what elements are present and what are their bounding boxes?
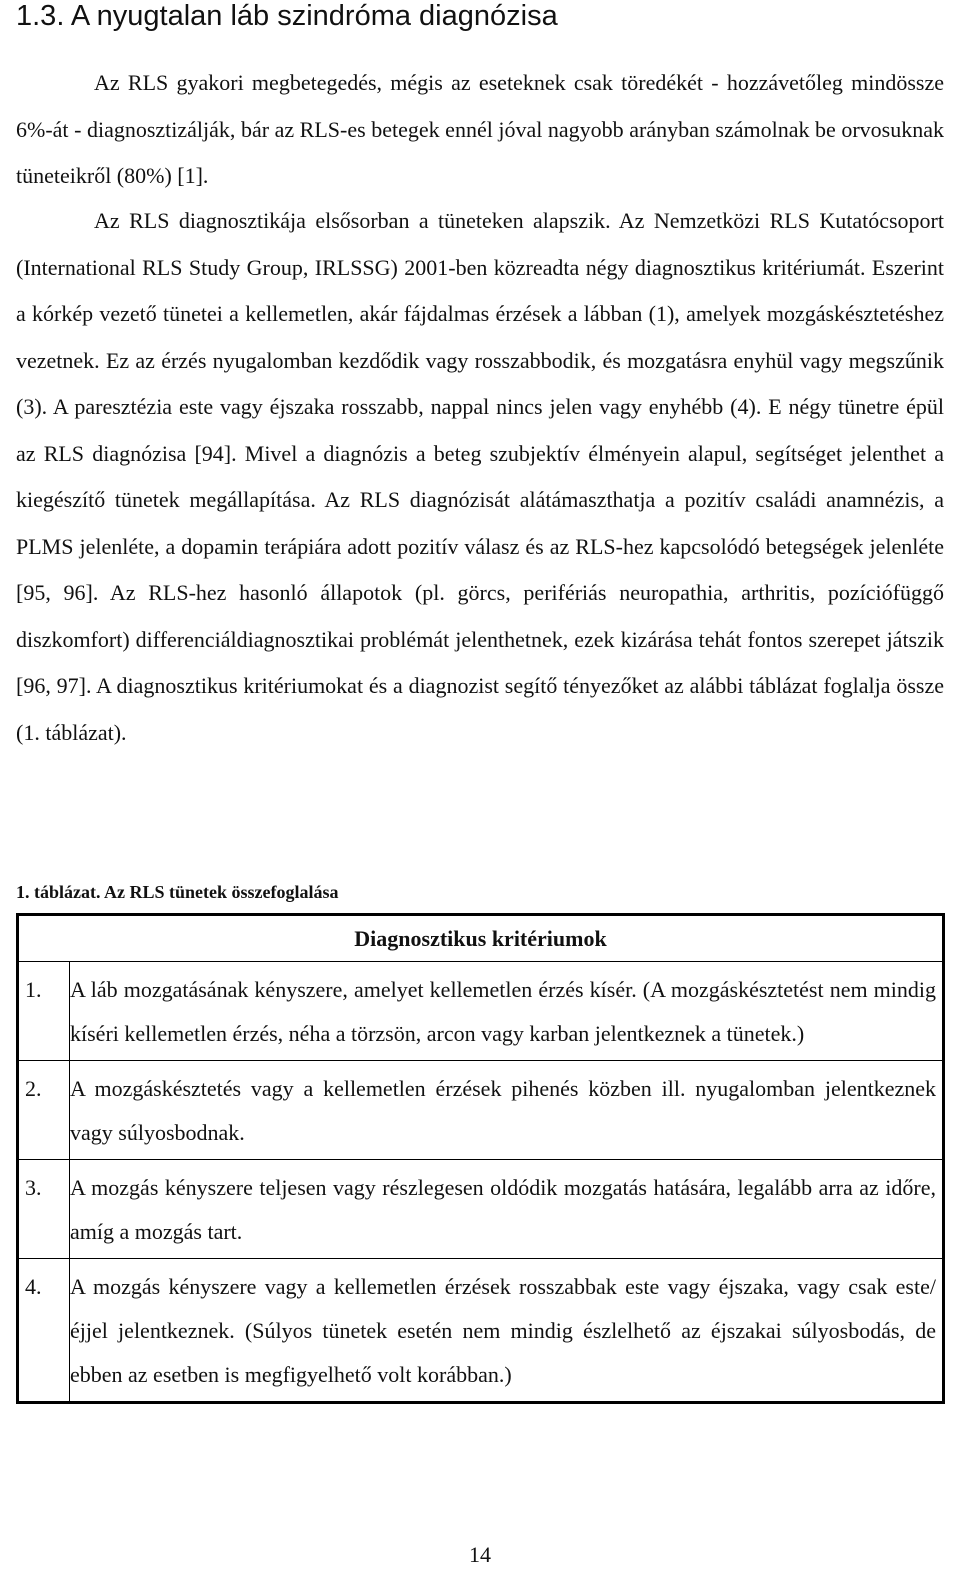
table-row <box>18 962 944 1061</box>
paragraph-diagnostics: Az RLS diagnosztikája elsősorban a tüneteken alapszik. Az Nemzetközi RLS Kutatócsoport (International RLS Study Group, IRLSSG) 2001-ben közreadta négy diagnosztikus kritériumát. Eszerint a kórkép vezető tünetei a kellemetlen, akár fájdalmas érzések a lábban (1), amelyek mozgáskésztetéshez vezetnek. Ez az érzés nyugalomban kezdődik vagy rosszabbodik, és mozgatásra enyhül vagy megszűnik (3). A paresztézia este vagy éjszaka rosszabb, nappal nincs jelen vagy enyhébb (4). E négy tünetre épül az RLS diagnózisa [94]. Mivel a diagnózis a beteg szubjektív élményein alapul, segítséget jelenthet a kiegészítő tünetek megállapítása. Az RLS diagnózisát alátámaszthatja a pozitív családi anamnézis, a PLMS jelenléte, a dopamin terápiára adott pozitív válasz és az RLS-hez kapcsolódó betegségek jelenléte [95, 96]. Az RLS-hez hasonló állapotok (pl. görcs, perifériás neuropathia, arthritis, pozíciófüggő diszkomfort) differenciáldiagnosztikai problémát jelenthetnek, ezek kizárása tehát fontos szerepet játszik [96, 97]. A diagnosztikus kritériumokat és a diagnozist segítő tényezőket az alábbi táblázat foglalja össze (1. táblázat). <box>16 208 944 745</box>
row-text: A mozgás kényszere vagy a kellemetlen érzések rosszabbak este vagy éjszaka, vagy csak este/éjjel jelentkeznek. (Súlyos tünetek esetén nem mindig észlelhető az éjszakai súlyosbodás, de ebben az esetben is megfigyelhető volt korábban.) <box>70 1259 944 1403</box>
table-caption: 1. táblázat. Az RLS tünetek összefoglalása <box>16 882 339 902</box>
row-number: 2. <box>18 1061 70 1160</box>
row-number: 3. <box>18 1160 70 1259</box>
table-header-row <box>18 915 944 962</box>
table-header: Diagnosztikus kritériumok <box>18 915 944 962</box>
table-row <box>18 1160 944 1259</box>
row-number: 1. <box>18 962 70 1061</box>
row-number: 4. <box>18 1259 70 1403</box>
table-row <box>18 1259 944 1403</box>
table-row <box>18 1061 944 1160</box>
row-text: A láb mozgatásának kényszere, amelyet kellemetlen érzés kísér. (A mozgáskésztetést nem mindig kíséri kellemetlen érzés, néha a törzsön, arcon vagy karban jelentkeznek a tünetek.) <box>70 962 944 1061</box>
page-number: 14 <box>469 1542 491 1567</box>
row-text: A mozgás kényszere teljesen vagy részlegesen oldódik mozgatás hatására, legalább arra az időre, amíg a mozgás tart. <box>70 1160 944 1259</box>
row-text: A mozgáskésztetés vagy a kellemetlen érzések pihenés közben ill. nyugalomban jelentkeznek vagy súlyosbodnak. <box>70 1061 944 1160</box>
paragraph-intro: Az RLS gyakori megbetegedés, mégis az eseteknek csak töredékét - hozzávetőleg mindössze 6%-át - diagnosztizálják, bár az RLS-es betegek ennél jóval nagyobb arányban számolnak be orvosuknak tüneteikről (80%) [1]. <box>16 70 944 188</box>
section-heading: 1.3. A nyugtalan láb szindróma diagnózisa <box>16 0 558 32</box>
criteria-table <box>16 913 945 1404</box>
